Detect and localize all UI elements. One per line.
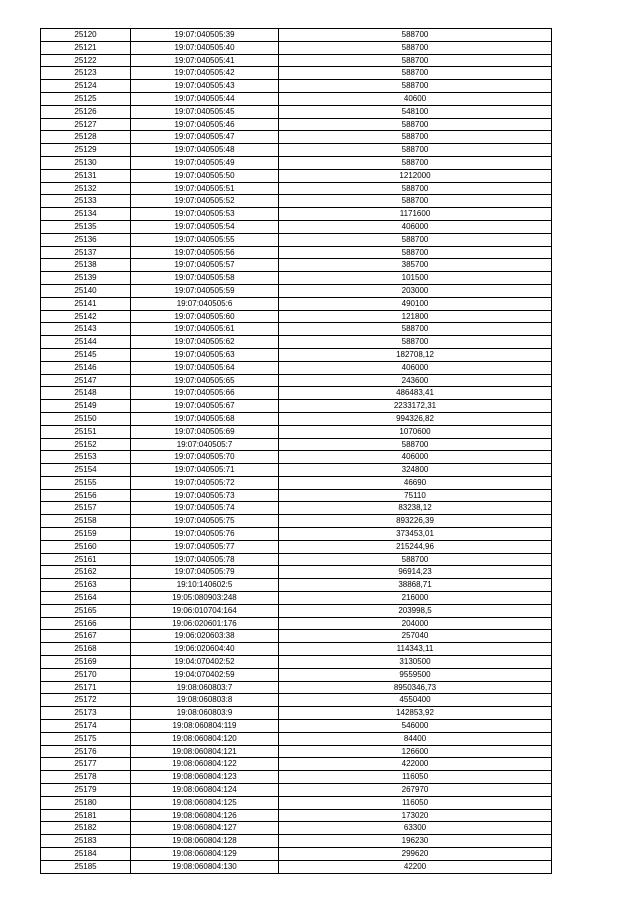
- table-row: [41, 272, 552, 285]
- table-row: [41, 54, 552, 67]
- table-row: [41, 464, 552, 477]
- value-cell: 588700: [279, 438, 552, 451]
- cadastral-number-cell: 19:07:040505:66: [131, 387, 279, 400]
- value-cell: 196230: [279, 835, 552, 848]
- cadastral-number-cell: 19:07:040505:60: [131, 310, 279, 323]
- row-number-cell: 25129: [41, 144, 131, 157]
- cadastral-number-cell: 19:05:080903:248: [131, 592, 279, 605]
- cadastral-number-cell: 19:07:040505:42: [131, 67, 279, 80]
- table-row: [41, 297, 552, 310]
- row-number-cell: 25135: [41, 220, 131, 233]
- row-number-cell: 25151: [41, 425, 131, 438]
- row-number-cell: 25172: [41, 694, 131, 707]
- value-cell: 486483,41: [279, 387, 552, 400]
- value-cell: 588700: [279, 246, 552, 259]
- row-number-cell: 25141: [41, 297, 131, 310]
- value-cell: 3130500: [279, 656, 552, 669]
- value-cell: 324800: [279, 464, 552, 477]
- cadastral-number-cell: 19:08:060804:123: [131, 771, 279, 784]
- value-cell: 1070600: [279, 425, 552, 438]
- value-cell: 994326,82: [279, 412, 552, 425]
- row-number-cell: 25177: [41, 758, 131, 771]
- row-number-cell: 25123: [41, 67, 131, 80]
- cadastral-number-cell: 19:07:040505:54: [131, 220, 279, 233]
- row-number-cell: 25131: [41, 169, 131, 182]
- cadastral-number-cell: 19:08:060804:125: [131, 796, 279, 809]
- cadastral-number-cell: 19:07:040505:75: [131, 515, 279, 528]
- row-number-cell: 25132: [41, 182, 131, 195]
- table-row: [41, 246, 552, 259]
- cadastral-number-cell: 19:08:060804:128: [131, 835, 279, 848]
- cadastral-number-cell: 19:07:040505:7: [131, 438, 279, 451]
- cadastral-number-cell: 19:08:060803:9: [131, 707, 279, 720]
- table-row: [41, 784, 552, 797]
- row-number-cell: 25157: [41, 502, 131, 515]
- value-cell: 75110: [279, 489, 552, 502]
- table-row: [41, 694, 552, 707]
- row-number-cell: 25134: [41, 208, 131, 221]
- cadastral-number-cell: 19:07:040505:70: [131, 451, 279, 464]
- cadastral-number-cell: 19:07:040505:43: [131, 80, 279, 93]
- value-cell: 406000: [279, 451, 552, 464]
- value-cell: 588700: [279, 131, 552, 144]
- value-cell: 204000: [279, 617, 552, 630]
- table-row: [41, 348, 552, 361]
- row-number-cell: 25138: [41, 259, 131, 272]
- value-cell: 267970: [279, 784, 552, 797]
- row-number-cell: 25174: [41, 720, 131, 733]
- cadastral-number-cell: 19:08:060804:126: [131, 809, 279, 822]
- table-row: [41, 131, 552, 144]
- table-row: [41, 169, 552, 182]
- value-cell: 116050: [279, 771, 552, 784]
- value-cell: 101500: [279, 272, 552, 285]
- row-number-cell: 25154: [41, 464, 131, 477]
- value-cell: 588700: [279, 336, 552, 349]
- table-row: [41, 208, 552, 221]
- value-cell: 114343,11: [279, 643, 552, 656]
- table-row: [41, 745, 552, 758]
- cadastral-number-cell: 19:07:040505:53: [131, 208, 279, 221]
- row-number-cell: 25139: [41, 272, 131, 285]
- cadastral-number-cell: 19:07:040505:76: [131, 528, 279, 541]
- table-row: [41, 489, 552, 502]
- value-cell: 243600: [279, 374, 552, 387]
- value-cell: 2233172,31: [279, 400, 552, 413]
- cadastral-number-cell: 19:08:060804:121: [131, 745, 279, 758]
- table-row: [41, 259, 552, 272]
- row-number-cell: 25124: [41, 80, 131, 93]
- table-row: [41, 41, 552, 54]
- table-row: [41, 835, 552, 848]
- table-row: [41, 860, 552, 873]
- value-cell: 173020: [279, 809, 552, 822]
- row-number-cell: 25165: [41, 604, 131, 617]
- table-row: [41, 220, 552, 233]
- cadastral-number-cell: 19:08:060804:127: [131, 822, 279, 835]
- table-row: [41, 310, 552, 323]
- value-cell: 588700: [279, 144, 552, 157]
- value-cell: 373453,01: [279, 528, 552, 541]
- row-number-cell: 25130: [41, 156, 131, 169]
- value-cell: 126600: [279, 745, 552, 758]
- cadastral-number-cell: 19:08:060803:7: [131, 681, 279, 694]
- row-number-cell: 25182: [41, 822, 131, 835]
- cadastral-number-cell: 19:07:040505:78: [131, 553, 279, 566]
- table-row: [41, 195, 552, 208]
- value-cell: 422000: [279, 758, 552, 771]
- cadastral-number-cell: 19:07:040505:57: [131, 259, 279, 272]
- value-cell: 588700: [279, 195, 552, 208]
- row-number-cell: 25169: [41, 656, 131, 669]
- cadastral-number-cell: 19:08:060804:129: [131, 848, 279, 861]
- data-table: [40, 28, 552, 874]
- cadastral-number-cell: 19:06:020601:176: [131, 617, 279, 630]
- cadastral-number-cell: 19:07:040505:77: [131, 540, 279, 553]
- row-number-cell: 25127: [41, 118, 131, 131]
- value-cell: 548100: [279, 105, 552, 118]
- row-number-cell: 25120: [41, 29, 131, 42]
- table-row: [41, 412, 552, 425]
- table-row: [41, 720, 552, 733]
- table-row: [41, 476, 552, 489]
- value-cell: 42200: [279, 860, 552, 873]
- cadastral-number-cell: 19:07:040505:58: [131, 272, 279, 285]
- row-number-cell: 25147: [41, 374, 131, 387]
- value-cell: 4550400: [279, 694, 552, 707]
- value-cell: 38868,71: [279, 579, 552, 592]
- value-cell: 203000: [279, 284, 552, 297]
- table-row: [41, 451, 552, 464]
- table-row: [41, 144, 552, 157]
- row-number-cell: 25140: [41, 284, 131, 297]
- cadastral-number-cell: 19:07:040505:73: [131, 489, 279, 502]
- value-cell: 46690: [279, 476, 552, 489]
- cadastral-number-cell: 19:07:040505:65: [131, 374, 279, 387]
- row-number-cell: 25161: [41, 553, 131, 566]
- cadastral-number-cell: 19:07:040505:52: [131, 195, 279, 208]
- row-number-cell: 25149: [41, 400, 131, 413]
- row-number-cell: 25167: [41, 630, 131, 643]
- table-row: [41, 822, 552, 835]
- table-row: [41, 630, 552, 643]
- row-number-cell: 25183: [41, 835, 131, 848]
- row-number-cell: 25146: [41, 361, 131, 374]
- value-cell: 142853,92: [279, 707, 552, 720]
- cadastral-number-cell: 19:07:040505:68: [131, 412, 279, 425]
- cadastral-number-cell: 19:07:040505:56: [131, 246, 279, 259]
- table-row: [41, 182, 552, 195]
- row-number-cell: 25166: [41, 617, 131, 630]
- table-row: [41, 656, 552, 669]
- table-row: [41, 374, 552, 387]
- row-number-cell: 25168: [41, 643, 131, 656]
- cadastral-number-cell: 19:10:140602:5: [131, 579, 279, 592]
- row-number-cell: 25155: [41, 476, 131, 489]
- cadastral-number-cell: 19:07:040505:6: [131, 297, 279, 310]
- cadastral-number-cell: 19:07:040505:50: [131, 169, 279, 182]
- table-row: [41, 848, 552, 861]
- row-number-cell: 25142: [41, 310, 131, 323]
- row-number-cell: 25137: [41, 246, 131, 259]
- row-number-cell: 25163: [41, 579, 131, 592]
- row-number-cell: 25128: [41, 131, 131, 144]
- table-row: [41, 540, 552, 553]
- value-cell: 588700: [279, 54, 552, 67]
- table-row: [41, 566, 552, 579]
- table-row: [41, 515, 552, 528]
- cadastral-number-cell: 19:07:040505:64: [131, 361, 279, 374]
- cadastral-number-cell: 19:07:040505:62: [131, 336, 279, 349]
- table-row: [41, 156, 552, 169]
- table-row: [41, 617, 552, 630]
- value-cell: 588700: [279, 323, 552, 336]
- cadastral-number-cell: 19:06:010704:164: [131, 604, 279, 617]
- table-row: [41, 758, 552, 771]
- cadastral-number-cell: 19:07:040505:41: [131, 54, 279, 67]
- value-cell: 588700: [279, 29, 552, 42]
- value-cell: 203998,5: [279, 604, 552, 617]
- table-row: [41, 29, 552, 42]
- cadastral-number-cell: 19:08:060804:124: [131, 784, 279, 797]
- row-number-cell: 25144: [41, 336, 131, 349]
- cadastral-number-cell: 19:07:040505:69: [131, 425, 279, 438]
- row-number-cell: 25180: [41, 796, 131, 809]
- table-row: [41, 707, 552, 720]
- value-cell: 1171600: [279, 208, 552, 221]
- table-row: [41, 438, 552, 451]
- table-row: [41, 361, 552, 374]
- row-number-cell: 25185: [41, 860, 131, 873]
- row-number-cell: 25160: [41, 540, 131, 553]
- cadastral-number-cell: 19:07:040505:51: [131, 182, 279, 195]
- table-row: [41, 336, 552, 349]
- row-number-cell: 25125: [41, 92, 131, 105]
- value-cell: 588700: [279, 67, 552, 80]
- table-row: [41, 553, 552, 566]
- row-number-cell: 25153: [41, 451, 131, 464]
- table-row: [41, 80, 552, 93]
- value-cell: 40600: [279, 92, 552, 105]
- row-number-cell: 25162: [41, 566, 131, 579]
- cadastral-number-cell: 19:08:060804:122: [131, 758, 279, 771]
- value-cell: 116050: [279, 796, 552, 809]
- row-number-cell: 25181: [41, 809, 131, 822]
- value-cell: 216000: [279, 592, 552, 605]
- table-row: [41, 771, 552, 784]
- value-cell: 299620: [279, 848, 552, 861]
- table-row: [41, 643, 552, 656]
- value-cell: 588700: [279, 118, 552, 131]
- table-row: [41, 732, 552, 745]
- row-number-cell: 25156: [41, 489, 131, 502]
- cadastral-number-cell: 19:07:040505:49: [131, 156, 279, 169]
- table-row: [41, 502, 552, 515]
- row-number-cell: 25133: [41, 195, 131, 208]
- table-row: [41, 67, 552, 80]
- value-cell: 893226,39: [279, 515, 552, 528]
- cadastral-number-cell: 19:07:040505:48: [131, 144, 279, 157]
- row-number-cell: 25143: [41, 323, 131, 336]
- value-cell: 121800: [279, 310, 552, 323]
- value-cell: 406000: [279, 220, 552, 233]
- value-cell: 546000: [279, 720, 552, 733]
- row-number-cell: 25171: [41, 681, 131, 694]
- cadastral-number-cell: 19:07:040505:61: [131, 323, 279, 336]
- value-cell: 588700: [279, 182, 552, 195]
- row-number-cell: 25158: [41, 515, 131, 528]
- cadastral-number-cell: 19:07:040505:47: [131, 131, 279, 144]
- cadastral-number-cell: 19:04:070402:59: [131, 668, 279, 681]
- cadastral-number-cell: 19:04:070402:52: [131, 656, 279, 669]
- table-row: [41, 579, 552, 592]
- value-cell: 1212000: [279, 169, 552, 182]
- row-number-cell: 25152: [41, 438, 131, 451]
- value-cell: 490100: [279, 297, 552, 310]
- value-cell: 588700: [279, 233, 552, 246]
- table-row: [41, 796, 552, 809]
- cadastral-number-cell: 19:07:040505:74: [131, 502, 279, 515]
- table-row: [41, 400, 552, 413]
- table-row: [41, 604, 552, 617]
- value-cell: 84400: [279, 732, 552, 745]
- row-number-cell: 25176: [41, 745, 131, 758]
- row-number-cell: 25178: [41, 771, 131, 784]
- table-row: [41, 233, 552, 246]
- value-cell: 63300: [279, 822, 552, 835]
- cadastral-number-cell: 19:07:040505:45: [131, 105, 279, 118]
- table-row: [41, 528, 552, 541]
- row-number-cell: 25173: [41, 707, 131, 720]
- value-cell: 385700: [279, 259, 552, 272]
- table-row: [41, 387, 552, 400]
- value-cell: 96914,23: [279, 566, 552, 579]
- row-number-cell: 25184: [41, 848, 131, 861]
- row-number-cell: 25150: [41, 412, 131, 425]
- value-cell: 588700: [279, 41, 552, 54]
- cadastral-number-cell: 19:07:040505:46: [131, 118, 279, 131]
- value-cell: 9559500: [279, 668, 552, 681]
- table-row: [41, 118, 552, 131]
- table-row: [41, 809, 552, 822]
- cadastral-number-cell: 19:07:040505:71: [131, 464, 279, 477]
- cadastral-number-cell: 19:08:060803:8: [131, 694, 279, 707]
- cadastral-number-cell: 19:08:060804:130: [131, 860, 279, 873]
- value-cell: 182708,12: [279, 348, 552, 361]
- value-cell: 406000: [279, 361, 552, 374]
- row-number-cell: 25136: [41, 233, 131, 246]
- cadastral-number-cell: 19:07:040505:59: [131, 284, 279, 297]
- cadastral-number-cell: 19:07:040505:79: [131, 566, 279, 579]
- row-number-cell: 25121: [41, 41, 131, 54]
- cadastral-number-cell: 19:06:020603:38: [131, 630, 279, 643]
- row-number-cell: 25179: [41, 784, 131, 797]
- row-number-cell: 25145: [41, 348, 131, 361]
- value-cell: 588700: [279, 80, 552, 93]
- table-row: [41, 323, 552, 336]
- value-cell: 215244,96: [279, 540, 552, 553]
- value-cell: 83238,12: [279, 502, 552, 515]
- row-number-cell: 25159: [41, 528, 131, 541]
- row-number-cell: 25126: [41, 105, 131, 118]
- table-row: [41, 592, 552, 605]
- cadastral-number-cell: 19:08:060804:120: [131, 732, 279, 745]
- cadastral-number-cell: 19:06:020604:40: [131, 643, 279, 656]
- cadastral-number-cell: 19:07:040505:39: [131, 29, 279, 42]
- table-row: [41, 284, 552, 297]
- value-cell: 257040: [279, 630, 552, 643]
- row-number-cell: 25170: [41, 668, 131, 681]
- cadastral-number-cell: 19:07:040505:67: [131, 400, 279, 413]
- cadastral-number-cell: 19:07:040505:55: [131, 233, 279, 246]
- table-row: [41, 681, 552, 694]
- table-row: [41, 92, 552, 105]
- value-cell: 588700: [279, 156, 552, 169]
- row-number-cell: 25164: [41, 592, 131, 605]
- cadastral-number-cell: 19:07:040505:44: [131, 92, 279, 105]
- row-number-cell: 25122: [41, 54, 131, 67]
- table-row: [41, 668, 552, 681]
- value-cell: 8950346,73: [279, 681, 552, 694]
- cadastral-number-cell: 19:08:060804:119: [131, 720, 279, 733]
- value-cell: 588700: [279, 553, 552, 566]
- table-body: [41, 29, 552, 874]
- cadastral-number-cell: 19:07:040505:40: [131, 41, 279, 54]
- table-row: [41, 105, 552, 118]
- table-row: [41, 425, 552, 438]
- cadastral-number-cell: 19:07:040505:63: [131, 348, 279, 361]
- row-number-cell: 25148: [41, 387, 131, 400]
- cadastral-number-cell: 19:07:040505:72: [131, 476, 279, 489]
- row-number-cell: 25175: [41, 732, 131, 745]
